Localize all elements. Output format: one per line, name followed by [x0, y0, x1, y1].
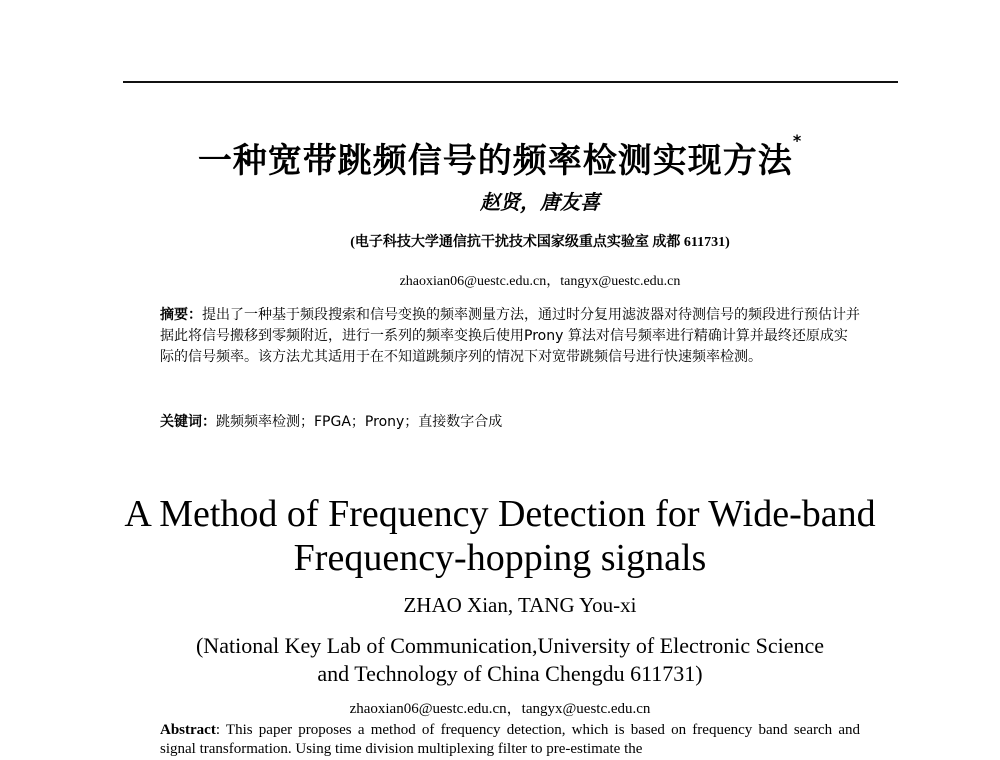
english-abstract: [160, 721, 860, 759]
english-title: [0, 492, 1000, 580]
header-rule: [123, 81, 898, 83]
chinese-affiliation: (电子科技大学通信抗干扰技术国家级重点实验室 成都 611731): [350, 235, 730, 250]
chinese-keywords: [160, 411, 860, 431]
chinese-abstract: [160, 305, 860, 368]
chinese-email: zhaoxian06@uestc.edu.cn，tangyx@uestc.edu.cn: [399, 274, 681, 289]
chinese-abstract-label: 摘要：: [160, 307, 202, 323]
chinese-authors: 赵贤，唐友喜: [480, 192, 600, 214]
english-title-line1: A Method of Frequency Detection for Wide-band: [124, 493, 876, 535]
title-footnote-mark: *: [792, 131, 803, 150]
english-affiliation-line2: and Technology of China Chengdu 611731): [317, 661, 703, 686]
english-affiliation-line1: (National Key Lab of Communication,University of Electronic Science: [195, 633, 825, 658]
english-affiliation: [10, 632, 1000, 688]
english-title-line2: Frequency-hopping signals: [293, 537, 707, 579]
chinese-keywords-text: 跳频频率检测；FPGA；Prony；直接数字合成: [216, 414, 503, 430]
chinese-abstract-text: 提出了一种基于频段搜索和信号变换的频率测量方法，通过时分复用滤波器对待测信号的频段进行预估计并据此将信号搬移到零频附近，进行一系列的频率变换后使用Prony 算法对信号频率进行精确计算并最终还原成实际的信号频率。该方法尤其适用于在不知道跳频序列的情况下对宽带跳频信号进行快速频率检测。: [160, 307, 860, 365]
chinese-title-text: 一种宽带跳频信号的频率检测实现方法: [197, 141, 793, 181]
english-abstract-label: Abstract: [160, 722, 216, 738]
chinese-keywords-label: 关键词：: [160, 414, 216, 430]
english-email: zhaoxian06@uestc.edu.cn，tangyx@uestc.edu.cn: [349, 701, 651, 717]
english-authors: ZHAO Xian, TANG You-xi: [403, 593, 637, 617]
english-abstract-text: : This paper proposes a method of frequency detection, which is based on frequency band search and signal transformation. Using time division multiplexing filter to pre-estimate the: [160, 722, 860, 757]
chinese-title: [0, 133, 1000, 182]
